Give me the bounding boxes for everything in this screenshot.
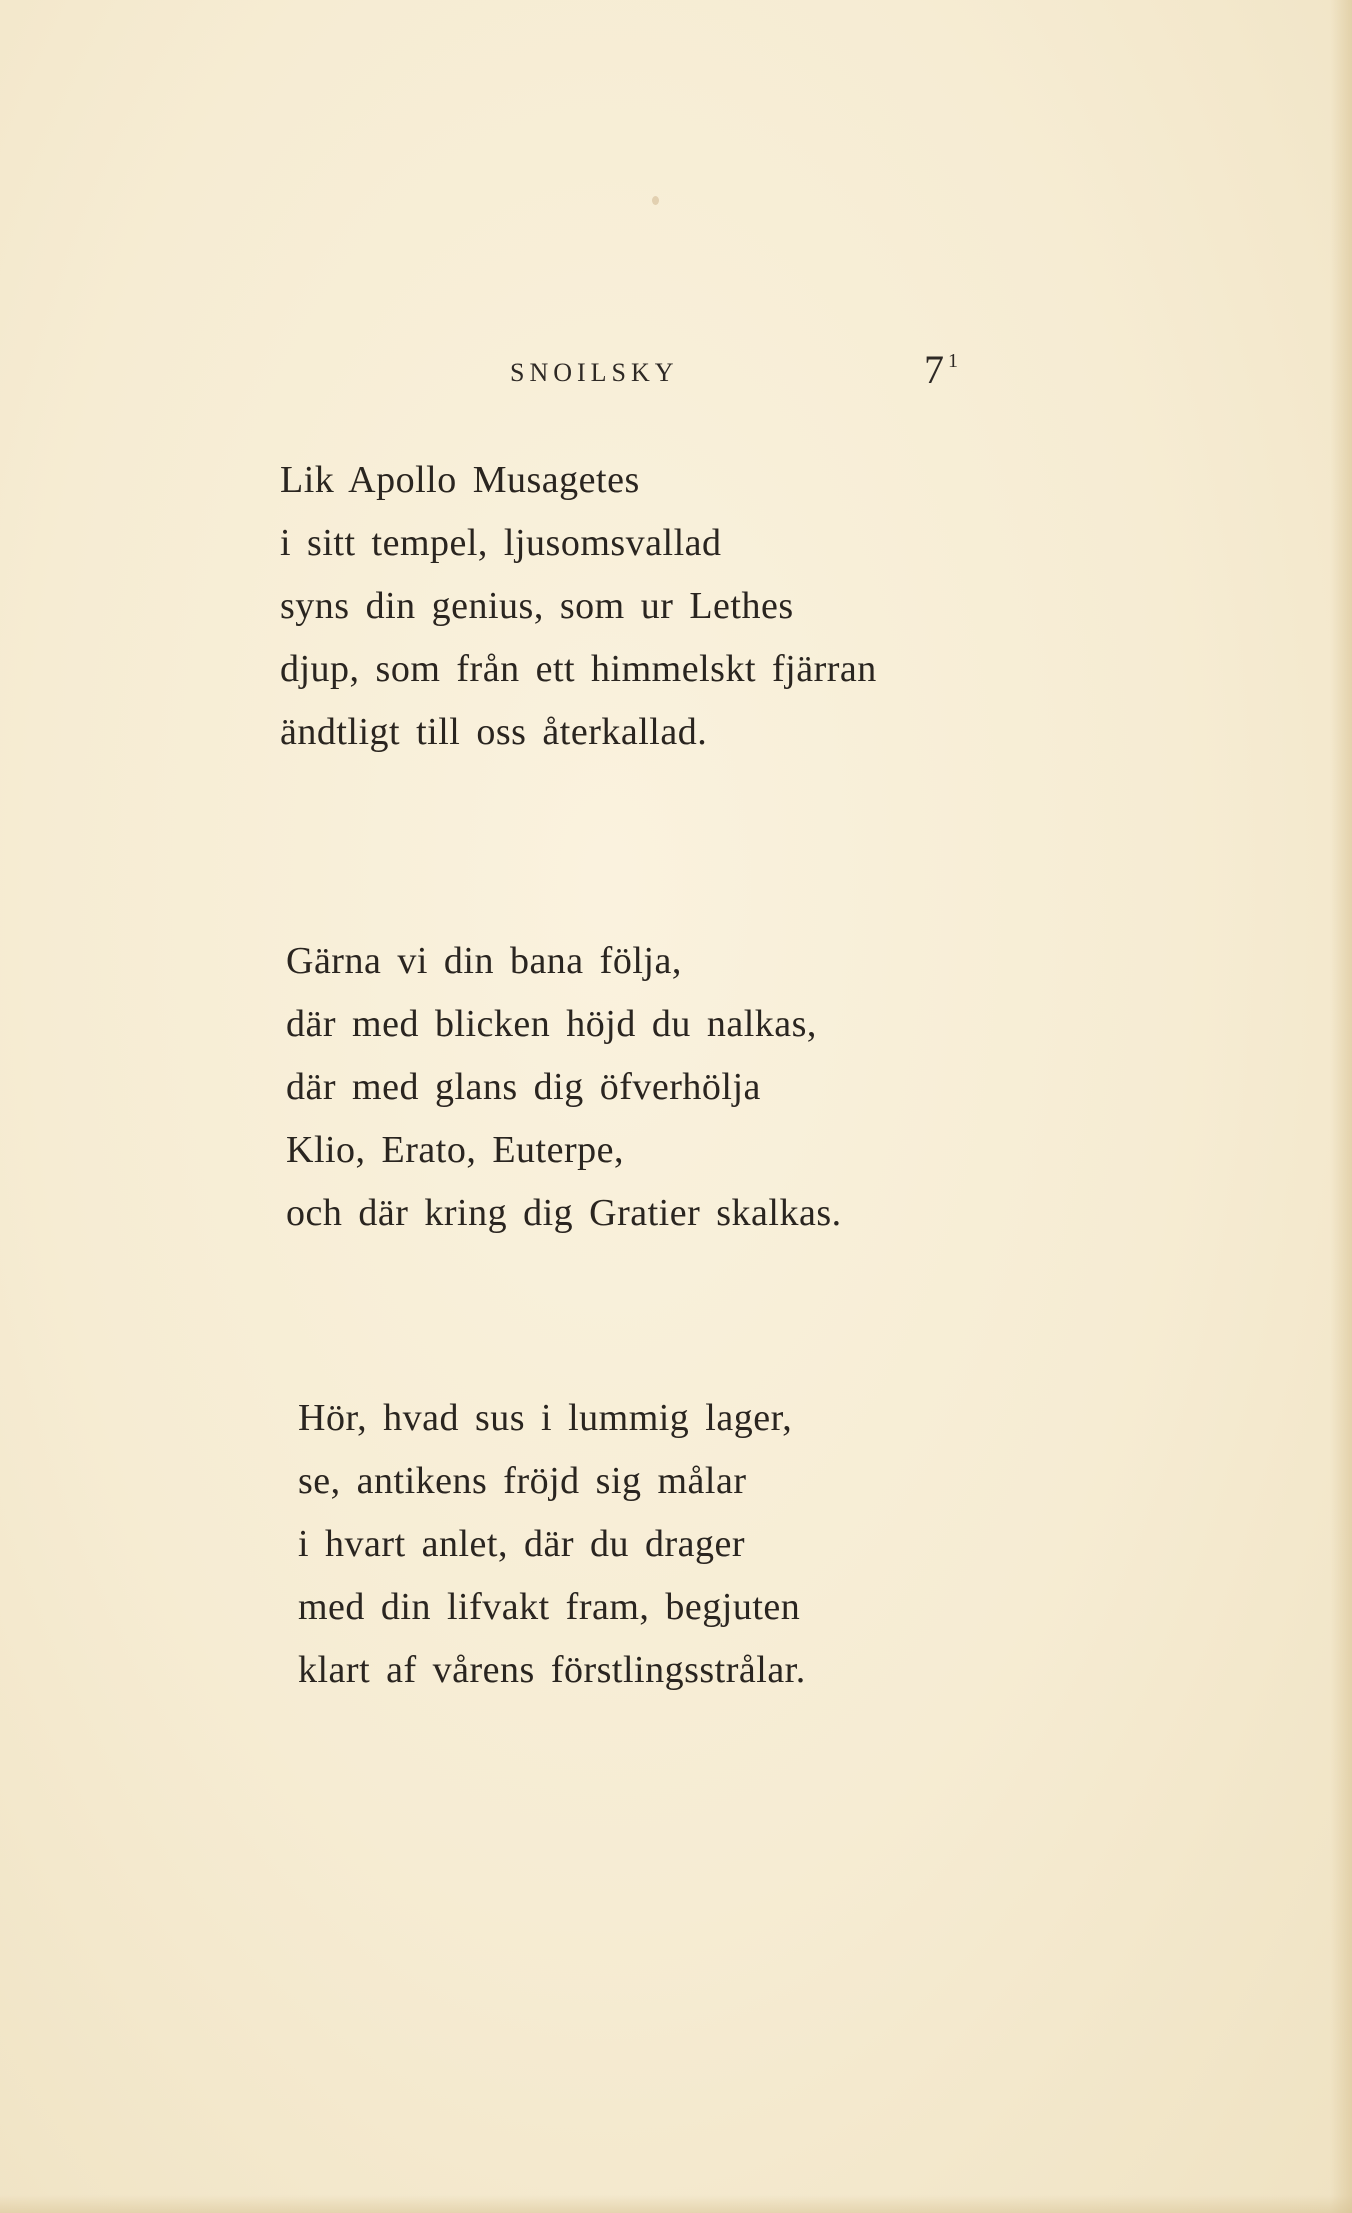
poem-line: se, antikens fröjd sig målar	[298, 1460, 747, 1502]
poem-line: där med glans dig öfverhölja	[286, 1066, 761, 1108]
stanza-1	[280, 449, 877, 764]
poem-line: syns din genius, som ur Lethes	[280, 585, 794, 627]
poem-line: klart af vårens förstlingsstrålar.	[298, 1649, 806, 1691]
poem-line: Hör, hvad sus i lummig lager,	[298, 1397, 793, 1439]
poem-line: där med blicken höjd du nalkas,	[286, 1003, 817, 1045]
poem-line: Gärna vi din bana följa,	[286, 940, 682, 982]
paper-speck	[652, 196, 659, 205]
page-number-sup: 1	[948, 350, 958, 372]
stanza-3	[298, 1387, 806, 1702]
poem-line: ändtligt till oss återkallad.	[280, 711, 708, 753]
page-number-main: 7	[924, 347, 944, 392]
poem-line: i sitt tempel, ljusomsvallad	[280, 522, 722, 564]
poem-line: och där kring dig Gratier skalkas.	[286, 1192, 842, 1234]
stanza-2	[286, 930, 842, 1245]
poem-line: Klio, Erato, Euterpe,	[286, 1129, 625, 1171]
poem-line: i hvart anlet, där du drager	[298, 1523, 746, 1565]
poem-line: djup, som från ett himmelskt fjärran	[280, 648, 877, 690]
running-head: SNOILSKY	[510, 358, 679, 387]
poem-line: Lik Apollo Musagetes	[280, 459, 640, 501]
page-number	[924, 346, 958, 393]
page-bottom-shadow	[0, 2195, 1352, 2213]
poem-line: med din lifvakt fram, begjuten	[298, 1586, 801, 1628]
page-edge-shadow	[1330, 0, 1352, 2213]
